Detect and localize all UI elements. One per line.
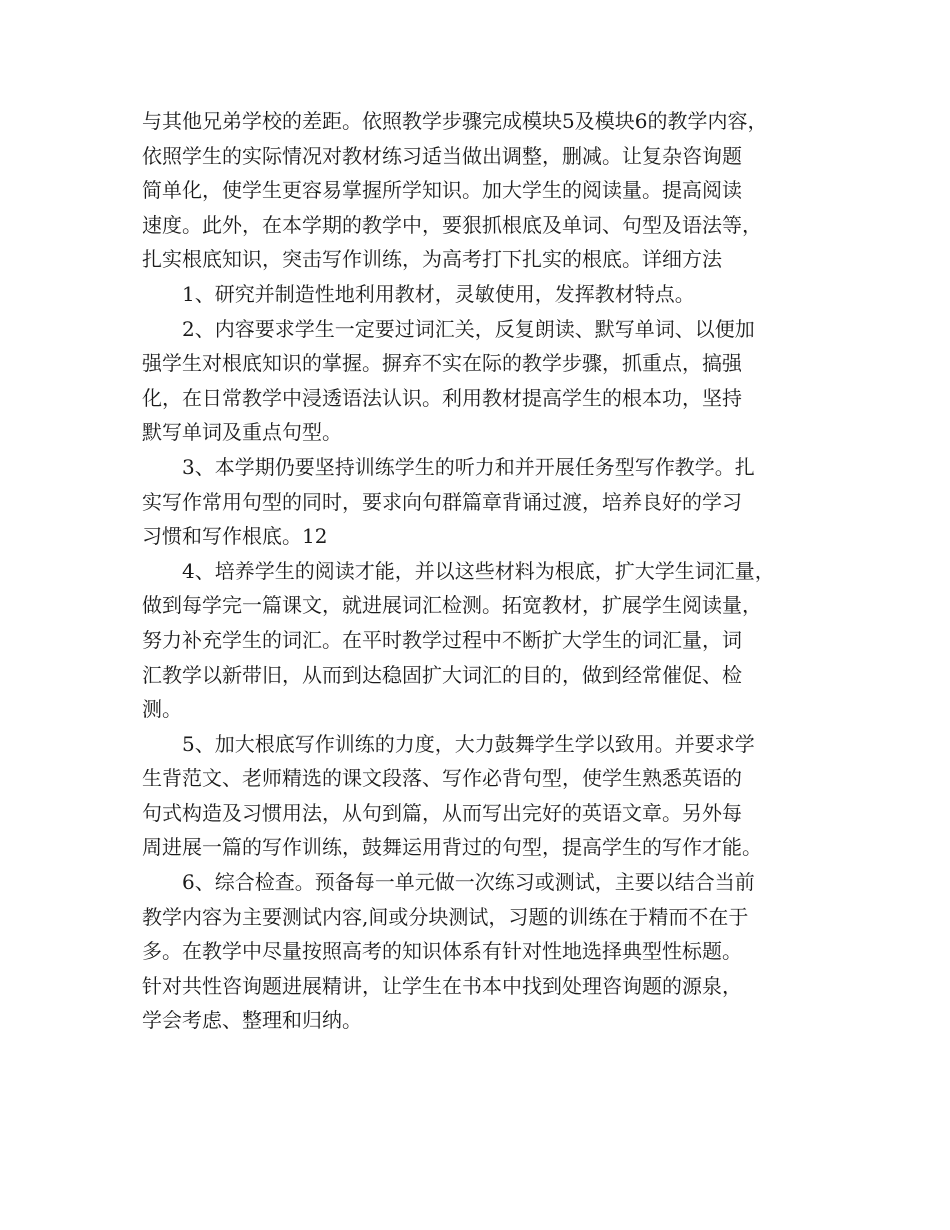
text-line: 做到每学完一篇课文，就进展词汇检测。拓宽教材，扩展学生阅读量， xyxy=(142,593,762,618)
text-line: 实写作常用句型的同时，要求向句群篇章背诵过渡，培养良好的学习 xyxy=(142,489,742,514)
text-line: 与其他兄弟学校的差距。依照教学步骤完成模块5及模块6的教学内容， xyxy=(142,109,768,133)
text-line: 教学内容为主要测试内容,间或分块测试，习题的训练在于精而不在于 xyxy=(142,904,749,929)
text-line: 默写单词及重点句型。 xyxy=(142,420,342,445)
text-line: 速度。此外，在本学期的教学中，要狠抓根底及单词、句型及语法等， xyxy=(142,212,762,237)
text-line-indented: 4、培养学生的阅读才能，并以这些材料为根底，扩大学生词汇量， xyxy=(182,558,775,583)
text-line-indented: 1、研究并制造性地利用教材，灵敏使用，发挥教材特点。 xyxy=(182,281,695,306)
text-line: 强学生对根底知识的掌握。摒弃不实在际的教学步骤，抓重点，搞强 xyxy=(142,351,742,376)
text-line: 生背范文、老师精选的课文段落、写作必背句型，使学生熟悉英语的 xyxy=(142,766,742,791)
text-line: 努力补充学生的词汇。在平时教学过程中不断扩大学生的词汇量，词 xyxy=(142,627,742,652)
text-line: 多。在教学中尽量按照高考的知识体系有针对性地选择典型性标题。 xyxy=(142,939,742,964)
text-line: 扎实根底知识，突击写作训练，为高考打下扎实的根底。详细方法 xyxy=(142,247,722,272)
text-line-indented: 2、内容要求学生一定要过词汇关，反复朗读、默写单词、以便加 xyxy=(182,316,755,341)
text-line: 针对共性咨询题进展精讲，让学生在书本中找到处理咨询题的源泉， xyxy=(142,973,742,998)
text-line: 汇教学以新带旧，从而到达稳固扩大词汇的目的，做到经常催促、检 xyxy=(142,662,742,687)
document-page xyxy=(142,104,822,1038)
text-line: 测。 xyxy=(142,697,182,722)
text-line: 化，在日常教学中浸透语法认识。利用教材提高学生的根本功，坚持 xyxy=(142,385,742,410)
text-line: 句式构造及习惯用法，从句到篇，从而写出完好的英语文章。另外每 xyxy=(142,800,742,825)
text-line-indented: 5、加大根底写作训练的力度，大力鼓舞学生学以致用。并要求学 xyxy=(182,731,755,756)
text-line: 学会考虑、整理和归纳。 xyxy=(142,1008,362,1033)
text-line: 简单化，使学生更容易掌握所学知识。加大学生的阅读量。提高阅读 xyxy=(142,178,742,203)
text-line: 习惯和写作根底。12 xyxy=(142,524,328,549)
text-line-indented: 3、本学期仍要坚持训练学生的听力和并开展任务型写作教学。扎 xyxy=(182,454,755,479)
text-line: 周进展一篇的写作训练，鼓舞运用背过的句型，提高学生的写作才能。 xyxy=(142,835,762,860)
text-line: 依照学生的实际情况对教材练习适当做出调整，删减。让复杂咨询题 xyxy=(142,143,742,168)
text-line-indented: 6、综合检查。预备每一单元做一次练习或测试，主要以结合当前 xyxy=(182,870,755,895)
